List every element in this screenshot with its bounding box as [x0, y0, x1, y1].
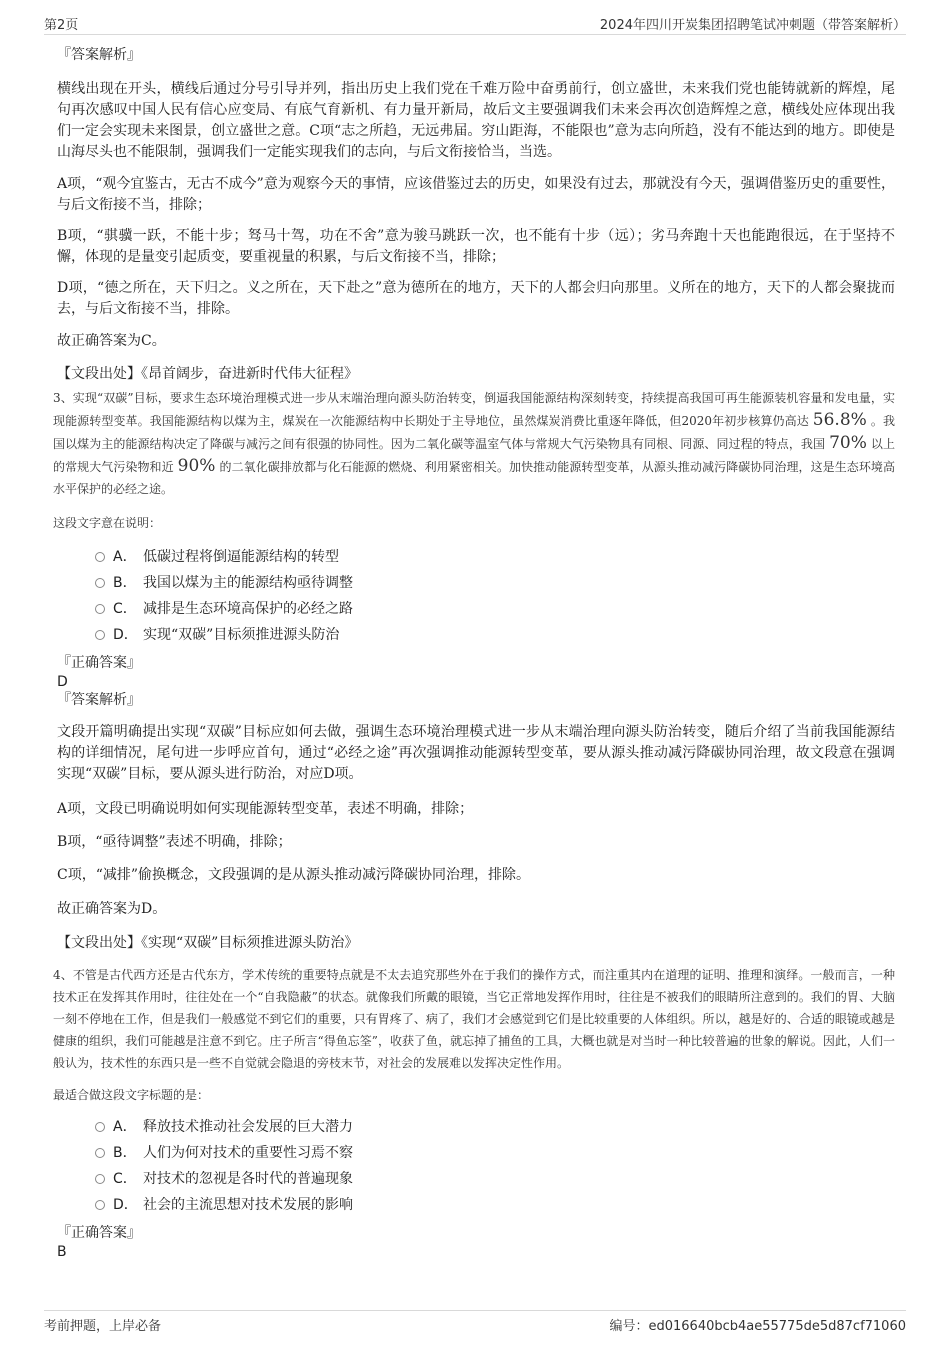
document-serial: 编号：ed016640bcb4ae55775de5d87cf71060	[609, 1319, 906, 1334]
radio-icon[interactable]	[95, 1122, 105, 1132]
option-letter: D．	[113, 627, 138, 643]
q3-conclusion: 故正确答案为D。	[57, 901, 167, 917]
q2-analysis-paragraph: A项，“观今宜鉴古，无古不成今”意为观察今天的事情，应该借鉴过去的历史，如果没有过去，那就没有今天，强调借鉴历史的重要性，与后文衔接不当，排除；	[57, 176, 895, 213]
q3-option-d[interactable]	[95, 622, 895, 648]
option-letter: C．	[113, 601, 137, 617]
q3-percent-value: 56.8%	[812, 410, 867, 430]
q3-passage	[53, 387, 895, 500]
q2-analysis-paragraph: D项，“德之所在，天下归之。义之所在，天下赴之”意为德所在的地方，天下的人都会归向那里。义所在的地方，天下的人都会聚拢而去，与后文衔接不当，排除。	[57, 280, 895, 317]
option-text: 我国以煤为主的能源结构亟待调整	[143, 575, 353, 591]
q4-option-c[interactable]	[95, 1166, 895, 1192]
q4-option-b[interactable]	[95, 1140, 895, 1166]
q3-analysis-label: 『答案解析』	[57, 692, 141, 708]
q4-option-d[interactable]	[95, 1192, 895, 1218]
option-text: 释放技术推动社会发展的巨大潜力	[143, 1119, 353, 1135]
q3-question: 这段文字意在说明：	[53, 516, 162, 530]
q3-option-a[interactable]	[95, 544, 895, 570]
q3-analysis-paragraph: A项，文段已明确说明如何实现能源转型变革，表述不明确，排除；	[57, 801, 474, 817]
option-text: 对技术的忽视是各时代的普遍现象	[143, 1171, 353, 1187]
page-footer	[44, 1310, 906, 1337]
radio-icon[interactable]	[95, 1200, 105, 1210]
option-text: 社会的主流思想对技术发展的影响	[143, 1197, 353, 1213]
q4-question: 最适合做这段文字标题的是：	[53, 1088, 210, 1102]
option-text: 减排是生态环境高保护的必经之路	[143, 601, 353, 617]
q3-passage-text: 以上的常规大气污染物和近	[53, 437, 895, 474]
q3-percent-value: 70%	[829, 433, 867, 453]
radio-icon[interactable]	[95, 578, 105, 588]
q3-options	[57, 544, 895, 648]
page-header	[44, 12, 906, 35]
option-letter: C．	[113, 1171, 137, 1187]
q2-analysis-paragraph: 横线出现在开头，横线后通过分号引导并列，指出历史上我们党在千难万险中奋勇前行，创立盛世，未来我们党也能铸就新的辉煌，尾句再次感叹中国人民有信心应变局、有底气育新机、有力量开新局，故后文主要强调我们未来会再次创造辉煌之意，横线处应体现出我们一定会实现未来图景，创立盛世之意。C项“志之所趋，无远弗届。穷山距海，不能限也”意为志向所趋，没有不能达到的地方。即使是山海尽头也不能限制，强调我们一定能实现我们的志向，与后文衔接恰当，当选。	[57, 81, 895, 160]
q3-percent-value: 90%	[177, 456, 216, 476]
q3-option-c[interactable]	[95, 596, 895, 622]
option-text: 人们为何对技术的重要性习焉不察	[143, 1145, 353, 1161]
option-text: 实现“双碳”目标须推进源头防治	[143, 627, 340, 643]
q3-analysis-paragraph: B项，“亟待调整”表述不明确，排除；	[57, 834, 292, 850]
q3-analysis-paragraph: 文段开篇明确提出实现“双碳”目标应如何去做，强调生态环境治理模式进一步从末端治理向源头防治转变，随后介绍了当前我国能源结构的详细情况，尾句进一步呼应首句，通过“必经之途”再次强调推动能源转型变革，要从源头推动减污降碳协同治理，故文段意在强调实现“双碳”目标，要从源头进行防治，对应D项。	[57, 724, 895, 782]
option-text: 低碳过程将倒逼能源结构的转型	[143, 549, 339, 565]
q3-passage-text: 3、实现“双碳”目标，要求生态环境治理模式进一步从末端治理向源头防治转变，倒逼我国能源结构深刻转变，持续提高我国可再生能源装机容量和发电量，实现能源转型变革。我国能源结构以煤为主，煤炭在一次能源结构中长期处于主导地位，虽然煤炭消费比重逐年降低，但2020年初步核算仍高达	[53, 391, 895, 428]
radio-icon[interactable]	[95, 1148, 105, 1158]
q3-correct-label: 『正确答案』	[57, 655, 141, 671]
page-content	[53, 46, 895, 1261]
q3-answer: D	[57, 674, 68, 690]
q2-conclusion: 故正确答案为C。	[57, 333, 166, 349]
q4-option-a[interactable]	[95, 1114, 895, 1140]
q2-analysis-paragraph: B项，“骐骥一跃，不能十步；驽马十驾，功在不舍”意为骏马跳跃一次，也不能有十步（远）；劣马奔跑十天也能跑很远，在于坚持不懈，体现的是量变引起质变，要重视量的积累，与后文衔接不当，排除；	[57, 228, 895, 265]
q2-analysis-label: 『答案解析』	[57, 47, 141, 63]
page-number: 第2页	[44, 18, 79, 33]
q3-option-b[interactable]	[95, 570, 895, 596]
option-letter: A．	[113, 1119, 137, 1135]
q2-source: 【文段出处】《昂首阔步，奋进新时代伟大征程》	[57, 366, 358, 382]
q4-answer: B	[57, 1244, 67, 1260]
q3-analysis-paragraph: C项，“减排”偷换概念，文段强调的是从源头推动减污降碳协同治理，排除。	[57, 867, 531, 883]
radio-icon[interactable]	[95, 630, 105, 640]
document-title: 2024年四川开炭集团招聘笔试冲刺题（带答案解析）	[599, 18, 906, 33]
radio-icon[interactable]	[95, 604, 105, 614]
option-letter: B．	[113, 1145, 137, 1161]
option-letter: A．	[113, 549, 137, 565]
q3-passage-text: 。我国以煤为主的能源结构决定了降碳与减污之间有很强的协同性。因为二氧化碳等温室气体与常规大气污染物具有同根、同源、同过程的特点，我国	[53, 414, 895, 451]
q4-correct-label: 『正确答案』	[57, 1225, 141, 1241]
q4-passage: 4、不管是古代西方还是古代东方，学术传统的重要特点就是不太去追究那些外在于我们的操作方式，而注重其内在道理的证明、推理和演绎。一般而言，一种技术正在发挥其作用时，往往处在一个“自我隐蔽”的状态。就像我们所戴的眼镜，当它正常地发挥作用时，往往是不被我们的眼睛所注意到的。我们的胃、大脑一刻不停地在工作，但是我们一般感觉不到它们的重要，只有胃疼了、病了，我们才会感觉到它们是比较重要的人体组织。所以，越是好的、合适的眼镜或越是健康的组织，我们可能越是注意不到它。庄子所言“得鱼忘筌”，收获了鱼，就忘掉了捕鱼的工具，大概也就是对当时一种比较普遍的世象的解说。因此，人们一般认为，技术性的东西只是一些不自觉就会隐退的旁枝末节，对社会的发展难以发挥决定性作用。	[53, 968, 895, 1070]
q3-passage-text: 的二氧化碳排放都与化石能源的燃烧、利用紧密相关。加快推动能源转型变革，从源头推动减污降碳协同治理，这是生态环境高水平保护的必经之途。	[53, 460, 895, 496]
option-letter: B．	[113, 575, 137, 591]
radio-icon[interactable]	[95, 552, 105, 562]
option-letter: D．	[113, 1197, 138, 1213]
q3-source: 【文段出处】《实现“双碳”目标须推进源头防治》	[57, 935, 359, 951]
footer-slogan: 考前押题，上岸必备	[44, 1319, 162, 1334]
q4-options	[57, 1114, 895, 1218]
radio-icon[interactable]	[95, 1174, 105, 1184]
